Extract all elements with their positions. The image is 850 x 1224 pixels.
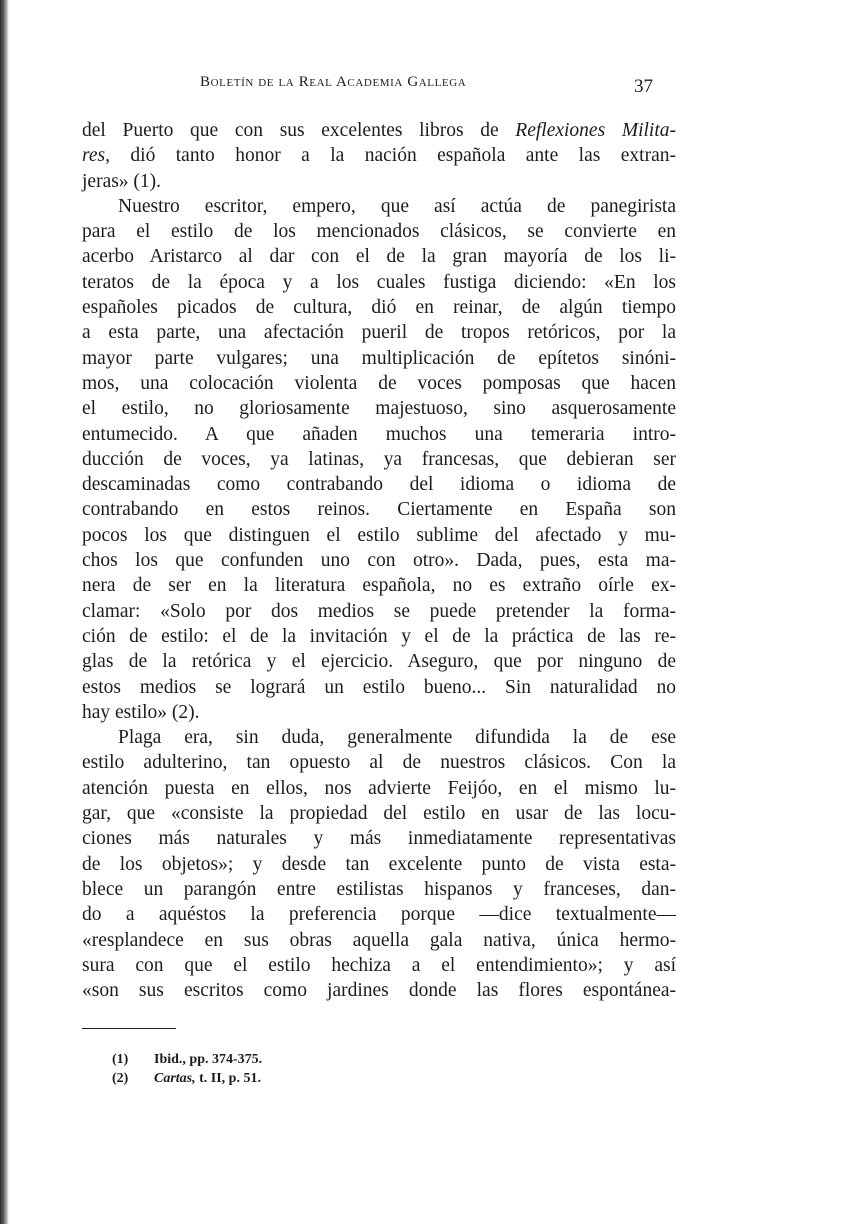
text-line: glas de la retórica y el ejercicio. Aseguro, que por ninguno de — [82, 651, 676, 673]
text-line: pocos los que distinguen el estilo sublime del afectado y mu- — [82, 524, 676, 546]
text-line: entumecido. A que añaden muchos una temeraria intro- — [82, 423, 676, 445]
text-line: atención puesta en ellos, nos advierte Feijóo, en el mismo lu- — [82, 777, 676, 799]
text-line: contrabando en estos reinos. Ciertamente en España son — [82, 499, 676, 521]
text-line: estilo adulterino, tan opuesto al de nuestros clásicos. Con la — [82, 752, 676, 774]
text-line: españoles picados de cultura, dió en reinar, de algún tiempo — [82, 297, 676, 319]
text-line: hay estilo» (2). — [82, 701, 200, 723]
footnotes — [112, 1050, 262, 1088]
text-line: clamar: «Solo por dos medios se puede pretender la forma- — [82, 600, 676, 622]
text-line: para el estilo de los mencionados clásicos, se convierte en — [82, 221, 676, 243]
text-line: estos medios se logrará un estilo bueno... Sin naturalidad no — [82, 676, 676, 698]
footnote-number: (1) — [112, 1052, 129, 1067]
text-line: nera de ser en la literatura española, no es extraño oírle ex- — [82, 575, 676, 597]
text-line: chos los que confunden uno con otro». Dada, pues, esta ma- — [82, 550, 676, 572]
text-line: sura con que el estilo hechiza a el entendimiento»; y así — [82, 954, 676, 976]
text-line: descaminadas como contrabando del idioma o idioma de — [82, 474, 676, 496]
footnote-2 — [112, 1069, 262, 1088]
text-line: mayor parte vulgares; una multiplicación de epítetos sinóni- — [82, 347, 676, 369]
body-text — [82, 118, 676, 1003]
text-line: el estilo, no gloriosamente majestuoso, sino asquerosamente — [82, 398, 676, 420]
text-line: ducción de voces, ya latinas, ya francesas, que debieran ser — [82, 448, 676, 470]
footnote-1 — [112, 1050, 262, 1069]
text-line: de los objetos»; y desde tan excelente punto de vista esta- — [82, 853, 676, 875]
text-line: do a aquéstos la preferencia porque —dice textualmente— — [82, 904, 676, 926]
text-line: gar, que «consiste la propiedad del estilo en usar de las locu- — [82, 803, 676, 825]
text-line: jeras» (1). — [82, 170, 162, 192]
page-number: 37 — [634, 76, 653, 97]
text-line: mos, una colocación violenta de voces pomposas que hacen — [82, 372, 676, 394]
footnote-divider — [82, 1028, 176, 1029]
text-line: a esta parte, una afectación pueril de tropos retóricos, por la — [82, 322, 676, 344]
binding-edge — [0, 0, 9, 1224]
text-line: «resplandece en sus obras aquella gala nativa, única hermo- — [82, 929, 676, 951]
footnote-number: (2) — [112, 1071, 129, 1086]
text-line: «son sus escritos como jardines donde las flores espontánea- — [82, 980, 676, 1002]
text-line: res, dió tanto honor a la nación española ante las extran- — [82, 145, 676, 167]
paragraph-start-line: Nuestro escritor, empero, que así actúa de panegirista — [118, 195, 676, 217]
footnote-title: Cartas, — [154, 1071, 196, 1086]
text-line: del Puerto que con sus excelentes libros de Reflexiones Milita- — [82, 120, 676, 141]
text-line: ciones más naturales y más inmediatamente representativas — [82, 828, 676, 850]
text-line: ción de estilo: el de la invitación y el de la práctica de las re- — [82, 625, 676, 647]
footnote-text: t. II, p. 51. — [195, 1071, 261, 1086]
text-line: acerbo Aristarco al dar con el de la gran mayoría de los li- — [82, 246, 676, 268]
paragraph-start-line: Plaga era, sin duda, generalmente difundida la de ese — [118, 727, 676, 749]
text-line: teratos de la época y a los cuales fustiga diciendo: «En los — [82, 271, 676, 293]
footnote-text: Ibid., pp. 374-375. — [154, 1052, 263, 1067]
running-header: Boletín de la Real Academia Gallega — [200, 74, 467, 90]
text-line: blece un parangón entre estilistas hispanos y franceses, dan- — [82, 878, 676, 900]
